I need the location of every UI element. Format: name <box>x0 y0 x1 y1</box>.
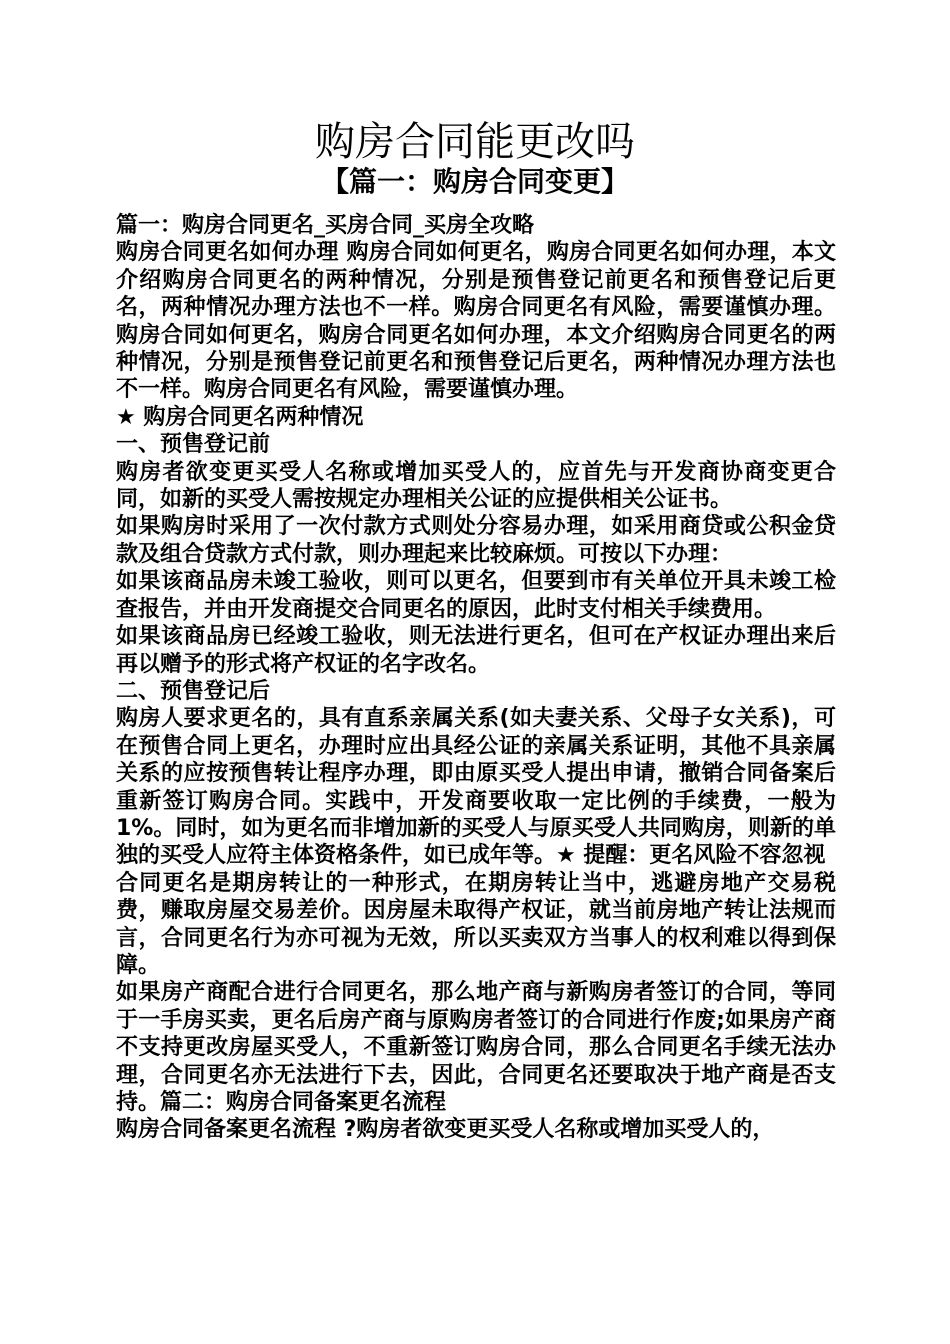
document-body <box>116 212 836 1144</box>
section-heading: ★ 购房合同更名两种情况 <box>116 404 364 430</box>
section-heading: 一、预售登记前 <box>116 432 271 458</box>
body-paragraph: 购房合同更名如何办理 购房合同如何更名，购房合同更名如何办理，本文介绍购房合同更名的两种情况，分别是预售登记前更名和预售登记后更名，两种情况办理方法也不一样。购房合同更名有风险，需要谨慎办理。购房合同如何更名，购房合同更名如何办理，本文介绍购房合同更名的两种情况，分别是预售登记前更名和预售登记后更名，两种情况办理方法也不一样。购房合同更名有风险，需要谨慎办理。 <box>116 240 836 403</box>
document-title: 购房合同能更改吗 <box>315 119 635 165</box>
body-paragraph: 合同更名是期房转让的一种形式，在期房转让当中，逃避房地产交易税费，赚取房屋交易差价。因房屋未取得产权证，就当前房地产转让法规而言，合同更名行为亦可视为无效，所以买卖双方当事人的权利难以得到保障。 <box>116 870 836 978</box>
section-heading: 篇一：购房合同更名_买房合同_买房全攻略 <box>116 213 535 238</box>
body-paragraph: 购房者欲变更买受人名称或增加买受人的，应首先与开发商协商变更合同，如新的买受人需按规定办理相关公证的应提供相关公证书。 <box>116 459 836 513</box>
body-paragraph: 购房合同备案更名流程 ?购房者欲变更买受人名称或增加买受人的， <box>116 1117 775 1143</box>
body-paragraph: 如果购房时采用了一次付款方式则处分容易办理，如采用商贷或公积金贷款及组合贷款方式付款，则办理起来比较麻烦。可按以下办理： <box>116 514 836 567</box>
section-heading: 二、预售登记后 <box>116 678 271 704</box>
body-paragraph: 购房人要求更名的，具有直系亲属关系(如夫妻关系、父母子女关系)，可在预售合同上更名，办理时应出具经公证的亲属关系证明，其他不具亲属关系的应按预售转让程序办理，即由原买受人提出申请，撤销合同备案后重新签订购房合同。实践中，开发商要收取一定比例的手续费，一般为 1%。同时，如为更名而非增加新的买受人与原买受人共同购房，则新的单独的买受人应符主体资格条件，如已成年等。★ 提醒：更名风险不容忽视 <box>116 706 836 869</box>
document-subtitle: 【篇一：购房合同变更】 <box>320 165 629 198</box>
body-paragraph: 如果该商品房已经竣工验收，则无法进行更名，但可在产权证办理出来后再以赠予的形式将产权证的名字改名。 <box>116 624 836 677</box>
body-paragraph: 如果该商品房未竣工验收，则可以更名，但要到市有关单位开具未竣工检查报告，并由开发商提交合同更名的原因，此时支付相关手续费用。 <box>116 569 836 622</box>
body-paragraph: 如果房产商配合进行合同更名，那么地产商与新购房者签订的合同，等同于一手房买卖，更名后房产商与原购房者签订的合同进行作废;如果房产商不支持更改房屋买受人，不重新签订购房合同，那么合同更名手续无法办理，合同更名亦无法进行下去，因此，合同更名还要取决于地产商是否支持。篇二：购房合同备案更名流程 <box>116 980 836 1115</box>
